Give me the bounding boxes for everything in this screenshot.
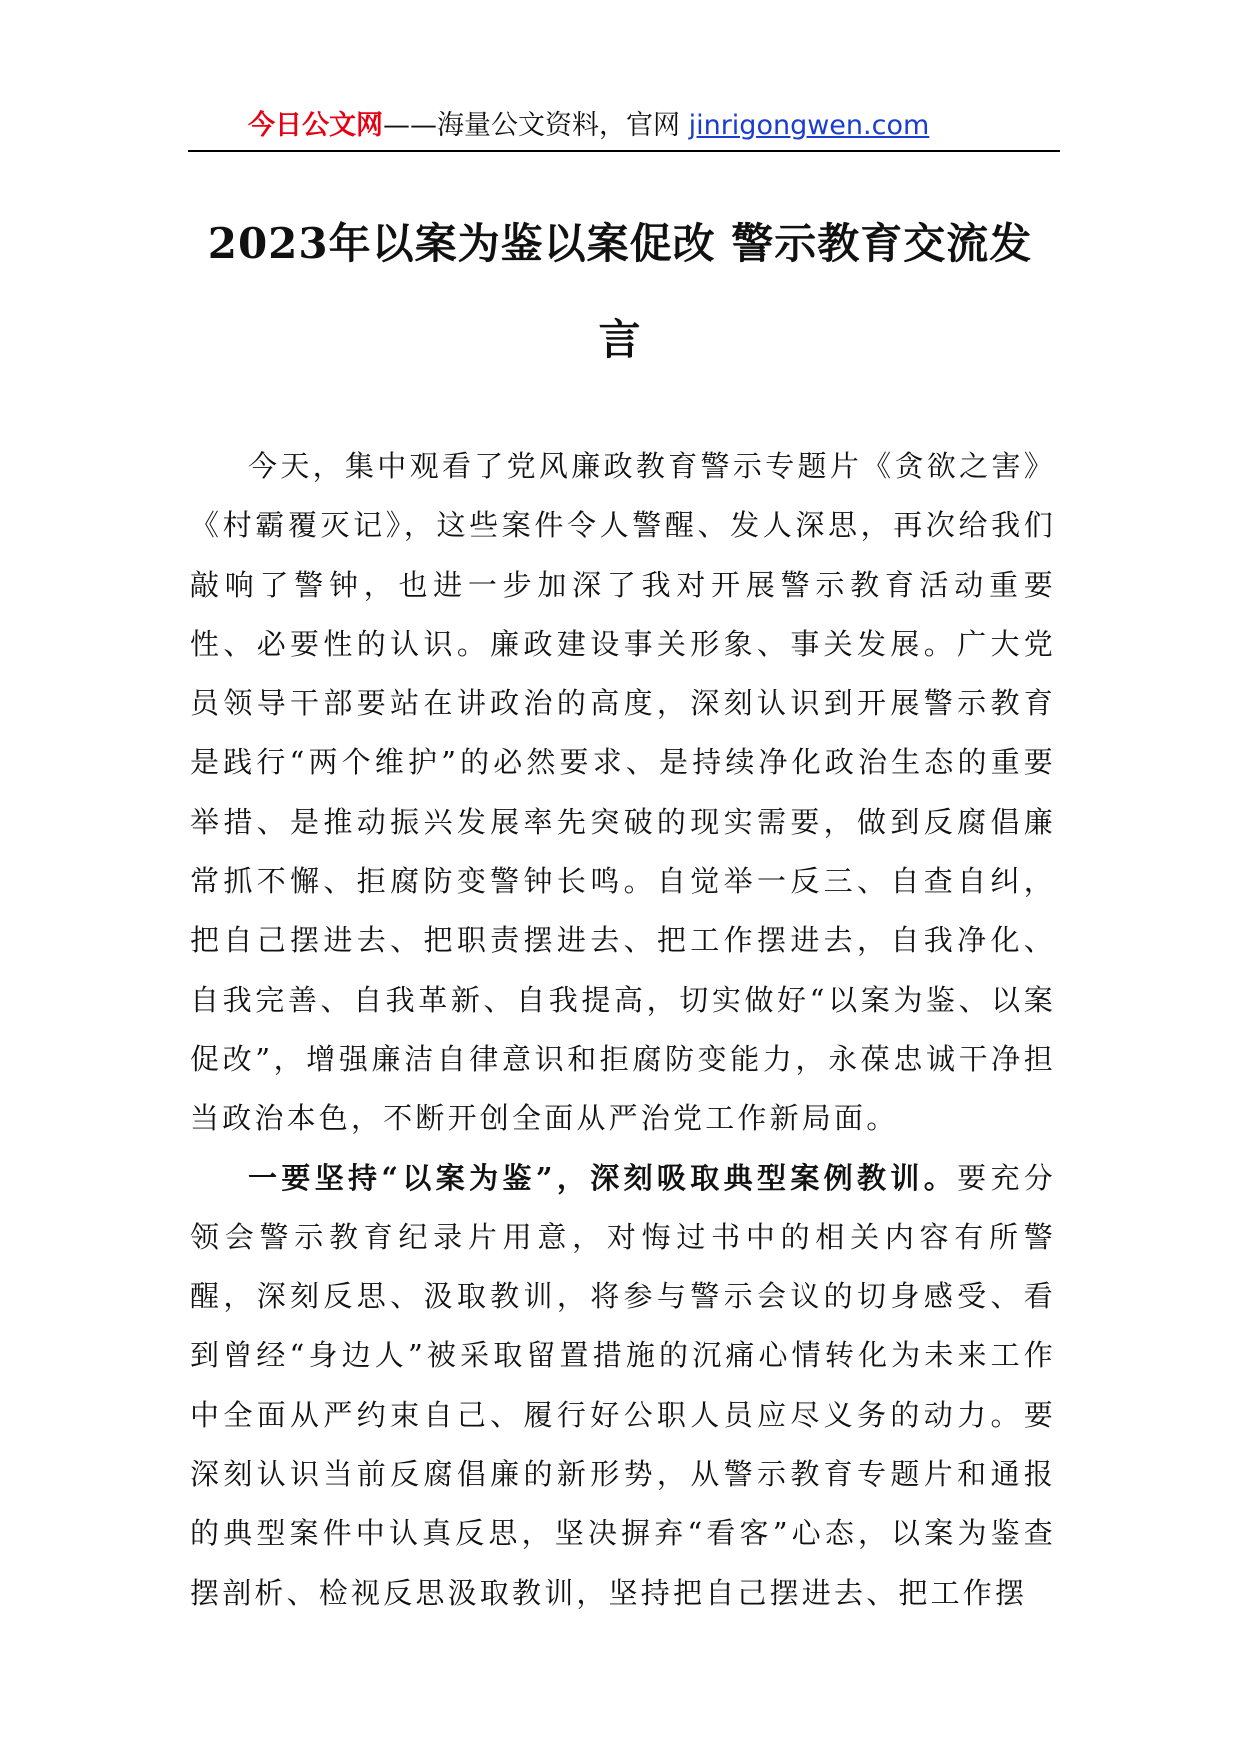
document-body bbox=[190, 437, 1056, 1623]
site-header bbox=[188, 100, 1060, 152]
paragraph-point-one-heading: 一要坚持“以案为鉴”，深刻吸取典型案例教训。 bbox=[248, 1160, 958, 1195]
paragraph-intro bbox=[190, 437, 1056, 1149]
header-banner bbox=[248, 108, 929, 144]
brand-name: 今日公文网 bbox=[248, 110, 383, 141]
document-title: 2023年以案为鉴以案促改 警示教育交流发言 bbox=[207, 219, 1033, 364]
paragraph-point-one-text: 要充分领会警示教育纪录片用意，对悔过书中的相关内容有所警醒，深刻反思、汲取教训，将参与警示会议的切身感受、看到曾经“身边人”被采取留置措施的沉痛心情转化为未来工作中全面从严约束自己、履行好公职人员应尽义务的动力。要深刻认识当前反腐倡廉的新形势，从警示教育专题片和通报的典型案件中认真反思，坚决摒弃“看客”心态，以案为鉴查摆剖析、检视反思汲取教训，坚持把自己摆进去、把工作摆 bbox=[190, 1160, 1056, 1610]
paragraph-intro-text: 今天，集中观看了党风廉政教育警示专题片《贪欲之害》《村霸覆灭记》，这些案件令人警醒、发人深思，再次给我们敲响了警钟，也进一步加深了我对开展警示教育活动重要性、必要性的认识。廉政建设事关形象、事关发展。广大党员领导干部要站在讲政治的高度，深刻认识到开展警示教育是践行“两个维护”的必然要求、是持续净化政治生态的重要举措、是推动振兴发展率先突破的现实需要，做到反腐倡廉常抓不懈、拒腐防变警钟长鸣。自觉举一反三、自查自纠，把自己摆进去、把职责摆进去、把工作摆进去，自我净化、自我完善、自我革新、自我提高，切实做好“以案为鉴、以案促改”，增强廉洁自律意识和拒腐防变能力，永葆忠诚干净担当政治本色，不断开创全面从严治党工作新局面。 bbox=[190, 449, 1056, 1136]
paragraph-point-one bbox=[190, 1149, 1056, 1623]
header-tagline: ——海量公文资料，官网 bbox=[383, 110, 689, 141]
website-link[interactable]: jinrigongwen.com bbox=[688, 110, 930, 141]
